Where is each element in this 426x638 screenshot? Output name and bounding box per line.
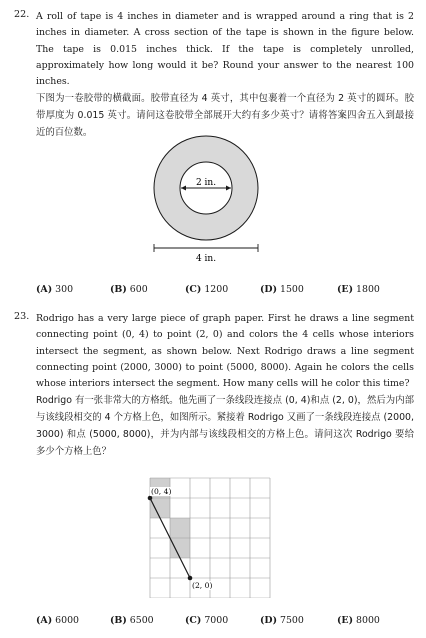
end-point bbox=[188, 576, 193, 581]
choice-c[interactable]: (C) 7000 bbox=[185, 615, 229, 626]
choice-b[interactable]: (B) 6500 bbox=[110, 615, 154, 626]
shaded-cell bbox=[170, 538, 190, 558]
choice-a[interactable]: (A) 6000 bbox=[36, 615, 79, 626]
outer-diameter-label: 4 in. bbox=[195, 254, 217, 264]
start-point-label: (0, 4) bbox=[151, 487, 172, 496]
problem-22 bbox=[14, 9, 414, 141]
choice-b[interactable]: (B) 600 bbox=[110, 284, 148, 295]
choice-d[interactable]: (D) 1500 bbox=[260, 284, 304, 295]
problem-23 bbox=[14, 311, 414, 460]
problem-text-english: A roll of tape is 4 inches in diameter and is wrapped around a ring that is 2 inches in diameter. A cross section of the tape is shown in the figure below. The tape is 0.015 inches thick. If the tape is completely unrolled, approximately how long would it be? Round your answer to the nearest 100 inches. bbox=[36, 11, 414, 88]
choice-e[interactable]: (E) 1800 bbox=[337, 284, 380, 295]
choice-e[interactable]: (E) 8000 bbox=[337, 615, 380, 626]
problem-number: 22. bbox=[14, 9, 30, 20]
shaded-cell bbox=[170, 518, 190, 538]
problem-text-english: Rodrigo has a very large piece of graph paper. First he draws a line segment connecting point (0, 4) to point (2, 0) and colors the 4 cells whose interiors intersect the segment, as shown below. Next Rodrigo draws a line segment connecting point (2000, 3000) to point (5000, 8000). Again he colors the cells whose interiors intersect the segment. How many cells will he color this time? bbox=[36, 313, 414, 390]
end-point-label: (2, 0) bbox=[192, 581, 213, 590]
choice-a[interactable]: (A) 300 bbox=[36, 284, 74, 295]
problem-text-chinese: Rodrigo 有一张非常大的方格纸。他先画了一条线段连接点 (0, 4)和点 (2, 0)，然后为内部与该线段相交的 4 个方格上色，如图所示。紧接着 Rodrigo 又画了一条线段连接点 (2000, 3000) 和点 (5000, 8000)，并为内部与该线段相交的方格上色。请问这次 Rodrigo 要给多少个方格上色？ bbox=[36, 395, 414, 458]
shaded-cell bbox=[150, 498, 170, 518]
tape-roll-figure bbox=[150, 134, 280, 272]
choice-d[interactable]: (D) 7500 bbox=[260, 615, 304, 626]
graph-paper-figure bbox=[140, 476, 280, 598]
start-point bbox=[148, 496, 153, 501]
problem-text-chinese: 下图为一卷胶带的横截面。胶带直径为 4 英寸，其中包裹着一个直径为 2 英寸的圆环。胶带厚度为 0.015 英寸。请问这卷胶带全部展开大约有多少英寸？请将答案四舍五入到最接近的百位数。 bbox=[36, 93, 414, 139]
problem-number: 23. bbox=[14, 311, 30, 322]
choice-c[interactable]: (C) 1200 bbox=[185, 284, 229, 295]
inner-diameter-label: 2 in. bbox=[195, 178, 217, 188]
